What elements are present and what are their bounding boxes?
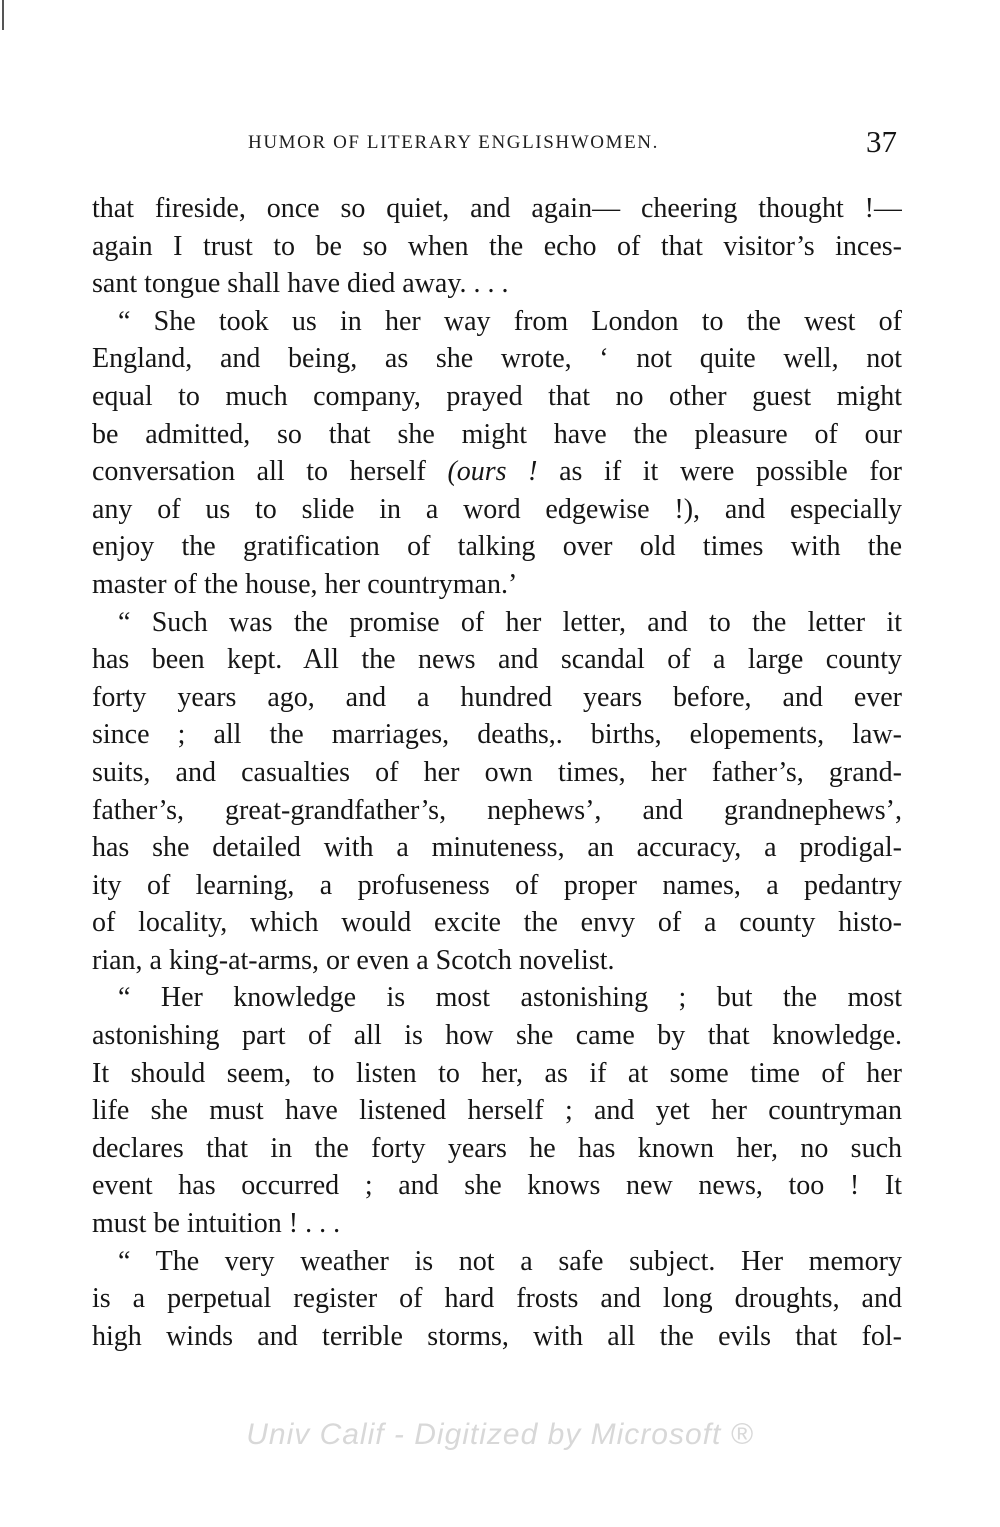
text-line: declares that in the forty years he has known her, no such bbox=[92, 1132, 902, 1164]
text-line: again I trust to be so when the echo of that visitor’s inces- bbox=[92, 230, 902, 262]
text-line: equal to much company, prayed that no other guest might bbox=[92, 380, 902, 412]
page-edge-mark bbox=[2, 0, 4, 30]
running-head: HUMOR OF LITERARY ENGLISHWOMEN. bbox=[248, 132, 659, 153]
text-line: “ Her knowledge is most astonishing ; but the most bbox=[118, 982, 902, 1014]
text-line: England, and being, as she wrote, ‘ not quite well, not bbox=[92, 343, 902, 375]
text-line: since ; all the marriages, deaths,. births, elopements, law- bbox=[92, 719, 902, 751]
text-line: “ The very weather is not a safe subject. Her memory bbox=[118, 1245, 902, 1277]
text-line: “ She took us in her way from London to the west of bbox=[118, 305, 902, 337]
text-line: of locality, which would excite the envy of a county histo- bbox=[92, 907, 902, 939]
text-line: “ Such was the promise of her letter, and to the letter it bbox=[118, 606, 902, 638]
text-line: enjoy the gratification of talking over old times with the bbox=[92, 531, 902, 563]
text-line: suits, and casualties of her own times, her father’s, grand- bbox=[92, 756, 902, 788]
text-line: astonishing part of all is how she came by that knowledge. bbox=[92, 1020, 902, 1052]
text-line: rian, a king-at-arms, or even a Scotch novelist. bbox=[92, 944, 615, 976]
body-text bbox=[92, 190, 902, 1355]
text-line: must be intuition ! . . . bbox=[92, 1208, 341, 1240]
text-line: that fireside, once so quiet, and again— cheering thought !— bbox=[92, 193, 902, 224]
text-line: life she must have listened herself ; and yet her countryman bbox=[92, 1095, 902, 1127]
text-line: be admitted, so that she might have the pleasure of our bbox=[92, 418, 902, 450]
text-line: master of the house, her countryman.’ bbox=[92, 568, 518, 600]
text-line: father’s, great-grandfather’s, nephews’, and grandnephews’, bbox=[92, 794, 902, 826]
digitization-watermark: Univ Calif - Digitized by Microsoft ® bbox=[246, 1418, 754, 1451]
text-line: any of us to slide in a word edgewise !), and especially bbox=[92, 493, 902, 525]
text-line: high winds and terrible storms, with all the evils that fol- bbox=[92, 1320, 902, 1352]
text-line-segment: as if it were possible for bbox=[559, 456, 902, 488]
text-line bbox=[92, 453, 902, 491]
italic-word: (ours ! bbox=[447, 456, 538, 488]
text-line: has she detailed with a minuteness, an accuracy, a prodigal- bbox=[92, 832, 902, 864]
page-number: 37 bbox=[866, 124, 897, 159]
text-line: forty years ago, and a hundred years before, and ever bbox=[92, 681, 902, 713]
text-line: has been kept. All the news and scandal of a large county bbox=[92, 644, 902, 676]
text-line: sant tongue shall have died away. . . . bbox=[92, 268, 509, 300]
text-line: is a perpetual register of hard frosts and long droughts, and bbox=[92, 1283, 902, 1315]
text-line: It should seem, to listen to her, as if at some time of her bbox=[92, 1057, 902, 1089]
text-line: ity of learning, a profuseness of proper names, a pedantry bbox=[92, 869, 902, 901]
text-line: event has occurred ; and she knows new news, too ! It bbox=[92, 1170, 902, 1202]
text-line-segment: conversation all to herself bbox=[92, 456, 426, 488]
